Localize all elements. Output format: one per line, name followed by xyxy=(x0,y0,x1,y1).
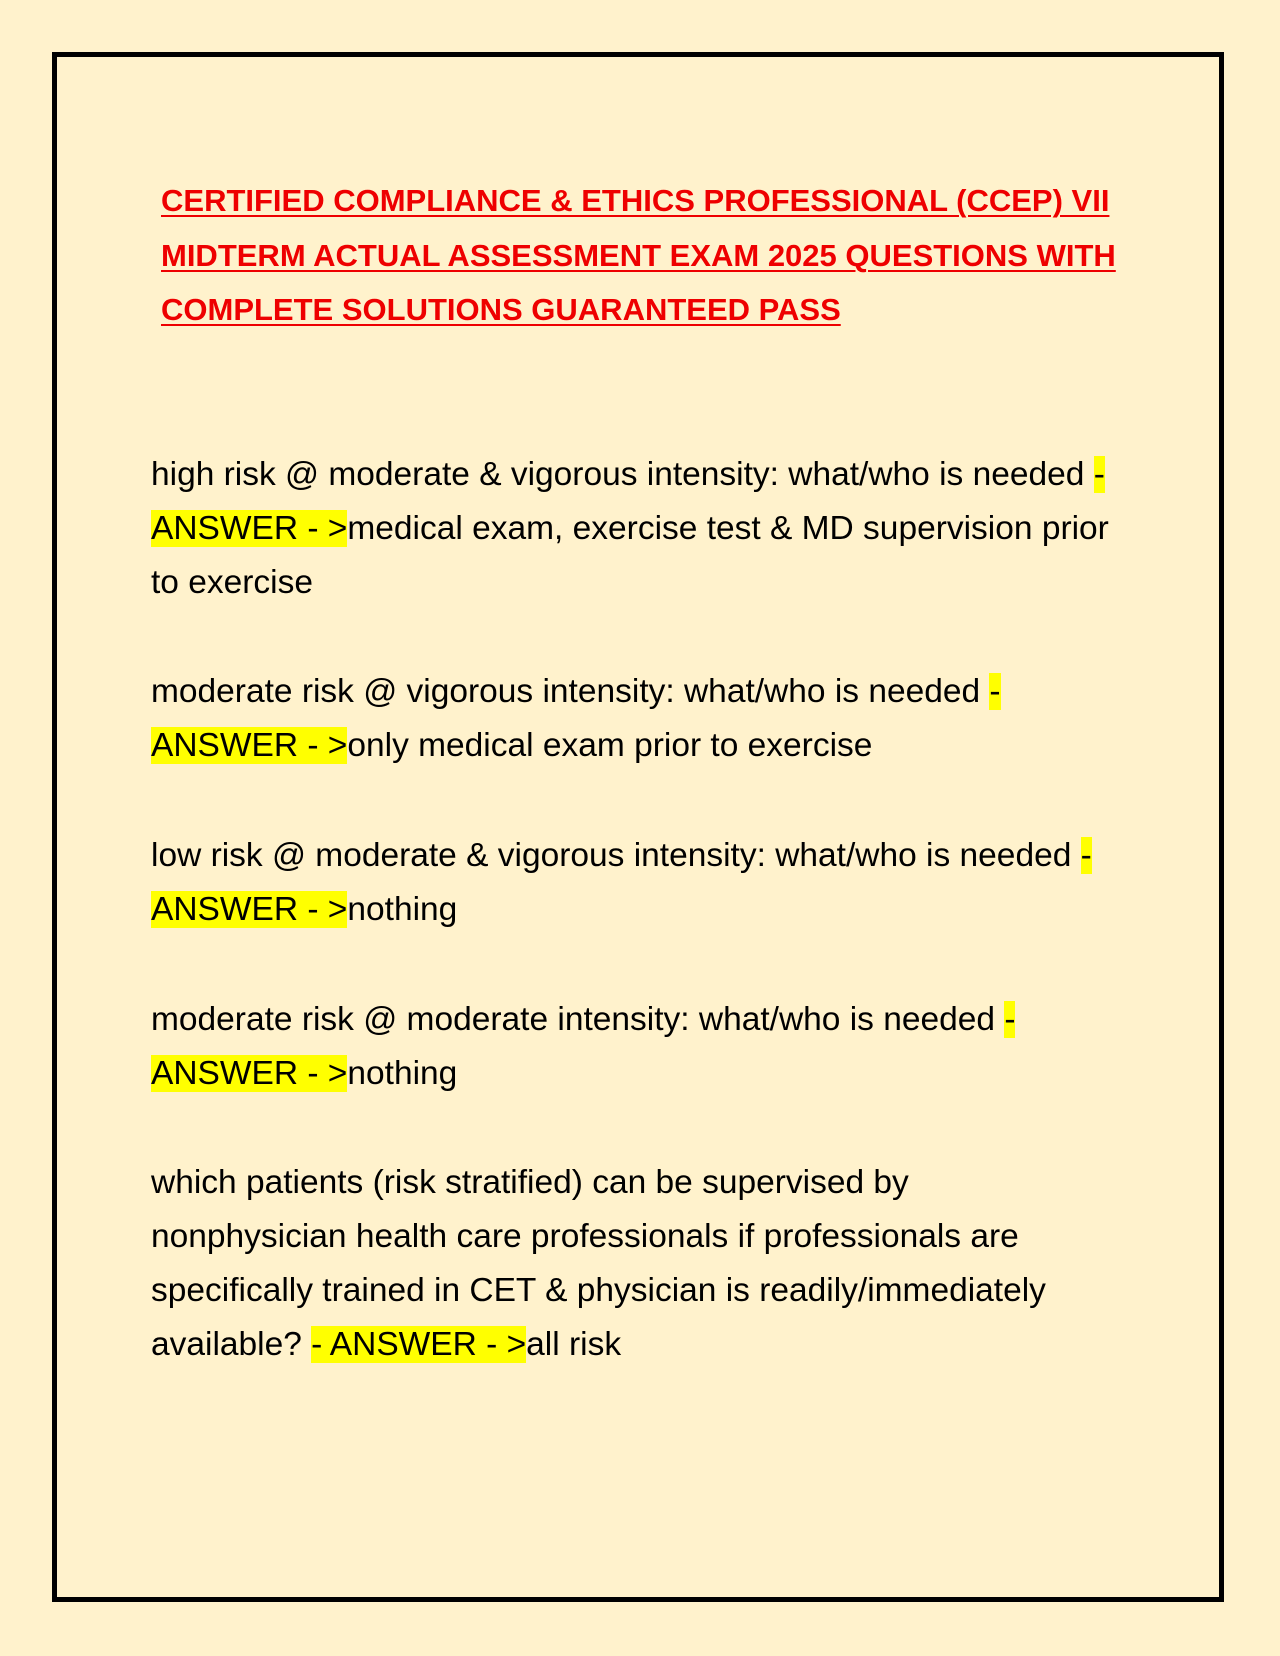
answer-marker: - ANSWER - > xyxy=(151,837,1092,928)
answer-text: only medical exam prior to exercise xyxy=(347,727,873,764)
qa-item xyxy=(151,829,1111,937)
answer-marker: - ANSWER - > xyxy=(311,1326,527,1363)
qa-item xyxy=(151,665,1111,773)
question-text: which patients (risk stratified) can be supervised by nonphysician health care professionals if professionals are specifically trained in CET & physician is readily/immediately available? xyxy=(151,1164,1046,1363)
answer-marker: - ANSWER - > xyxy=(151,1001,1016,1092)
answer-text: medical exam, exercise test & MD supervision prior to exercise xyxy=(151,510,1109,601)
question-text: high risk @ moderate & vigorous intensity: what/who is needed xyxy=(151,456,1094,493)
document-title: CERTIFIED COMPLIANCE & ETHICS PROFESSIONAL (CCEP) VII MIDTERM ACTUAL ASSESSMENT EXAM 2025 QUESTIONS WITH COMPLETE SOLUTIONS GUARANTEED PASS xyxy=(161,183,1116,327)
answer-text: nothing xyxy=(347,891,458,928)
answer-marker: - ANSWER - > xyxy=(151,456,1105,547)
qa-item xyxy=(151,1156,1111,1372)
qa-item xyxy=(151,448,1111,610)
answer-text: all risk xyxy=(526,1326,622,1363)
question-text: moderate risk @ moderate intensity: what/who is needed xyxy=(151,1001,1005,1038)
question-text: low risk @ moderate & vigorous intensity: what/who is needed xyxy=(151,837,1081,874)
question-text: moderate risk @ vigorous intensity: what/who is needed xyxy=(151,673,990,710)
qa-item xyxy=(151,993,1111,1101)
answer-marker: - ANSWER - > xyxy=(151,673,1001,764)
answer-text: nothing xyxy=(347,1055,458,1092)
